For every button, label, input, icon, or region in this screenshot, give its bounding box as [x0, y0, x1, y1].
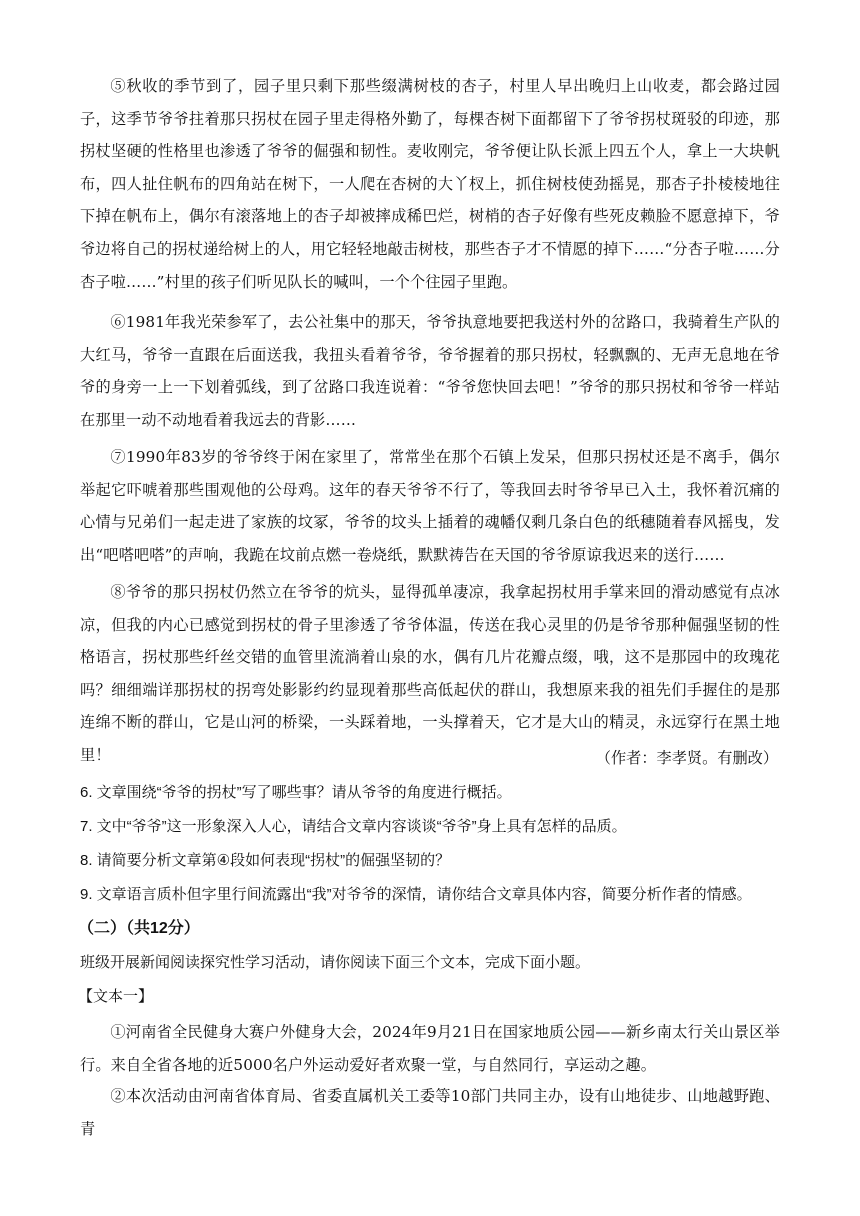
- article-paragraph-7: ⑦1990年83岁的爷爷终于闲在家里了，常常坐在那个石镇上发呆，但那只拐杖还是不离手，偶尔举起它吓唬着那些围观他的公母鸡。这年的春天爷爷不行了，等我回去时爷爷早已入土，我怀着沉痛的心情与兄弟们一起走进了家族的坟冢，爷爷的坟头上插着的魂幡仅剩几条白色的纸穗随着春风摇曳，发出“吧嗒吧嗒”的声响，我跪在坟前点燃一卷烧纸，默默祷告在天国的爷爷原谅我迟来的送行……: [80, 448, 780, 564]
- article-paragraph-8: ⑧爷爷的那只拐杖仍然立在爷爷的炕头，显得孤单凄凉，我拿起拐杖用手掌来回的滑动感觉有点冰凉，但我的内心已感觉到拐杖的骨子里渗透了爷爷体温，传送在我心灵里的仍是爷爷那种倔强坚韧的性格语言，拐杖那些纤丝交错的血管里流淌着山泉的水，偶有几片花瓣点缀，哦，这不是那园中的玫瑰花吗？细细端详那拐杖的拐弯处影影约约显现着那些高低起伏的群山，我想原来我的祖先们手握住的是那连绵不断的群山，它是山河的桥梁，一头踩着地，一头撑着天，它才是大山的精灵，永远穿行在黑土地里！: [80, 583, 780, 764]
- question-9: 9. 文章语言质朴但字里行间流露出“我”对爷爷的深情，请你结合文章具体内容，简要分析作者的情感。: [80, 886, 752, 903]
- article-paragraph-5: ⑤秋收的季节到了，园子里只剩下那些缀满树枝的杏子，村里人早出晚归上山收麦，都会路过园子，这季节爷爷拄着那只拐杖在园子里走得格外勤了，每棵杏树下面都留下了爷爷拐杖斑驳的印迹，那拐杖坚硬的性格里也渗透了爷爷的倔强和韧性。麦收刚完，爷爷便让队长派上四五个人，拿上一大块帆布，四人扯住帆布的四角站在树下，一人爬在杏树的大丫杈上，抓住树枝使劲摇晃，那杏子扑棱棱地往下掉在帆布上，偶尔有滚落地上的杏子却被摔成稀巴烂，树梢的杏子好像有些死皮赖脸不愿意掉下，爷爷边将自己的拐杖递给树上的人，用它轻轻地敲击树枝，那些杏子才不情愿的掉下……“分杏子啦……分杏子啦……”村里的孩子们听见队长的喊叫，一个个往园子里跑。: [80, 77, 780, 291]
- section-intro: 班级开展新闻阅读探究性学习活动，请你阅读下面三个文本，完成下面小题。: [80, 954, 591, 971]
- question-6: 6. 文章围绕“爷爷的拐杖”写了哪些事？请从爷爷的角度进行概括。: [80, 784, 512, 801]
- question-7: 7. 文中“爷爷”这一形象深入人心，请结合文章内容谈谈“爷爷”身上具有怎样的品质。: [80, 818, 627, 835]
- text1-label: 【文本一】: [78, 988, 154, 1005]
- text1-paragraph-2: ②本次活动由河南省体育局、省委直属机关工委等10部门共同主办，设有山地徒步、山地越野跑、青: [80, 1087, 780, 1138]
- article-paragraph-6: ⑥1981年我光荣参军了，去公社集中的那天，爷爷执意地要把我送村外的岔路口，我骑着生产队的大红马，爷爷一直跟在后面送我，我扭头看着爷爷，爷爷握着的那只拐杖，轻飘飘的、无声无息地在爷爷的身旁一上一下划着弧线，到了岔路口我连说着：“爷爷您快回去吧！”爷爷的那只拐杖和爷爷一样站在那里一动不动地看着我远去的背影……: [80, 313, 780, 429]
- text1-paragraph-1: ①河南省全民健身大赛户外健身大会，2024年9月21日在国家地质公园——新乡南太行关山景区举行。来自全省各地的近5000名户外运动爱好者欢聚一堂，与自然同行，享运动之趣。: [80, 1023, 780, 1074]
- question-8: 8. 请简要分析文章第④段如何表现“拐杖”的倔强坚韧的？: [80, 852, 451, 869]
- article-attribution: （作者：李孝贤。有删改）: [595, 749, 778, 767]
- section-heading: （二）（共12分）: [78, 920, 200, 937]
